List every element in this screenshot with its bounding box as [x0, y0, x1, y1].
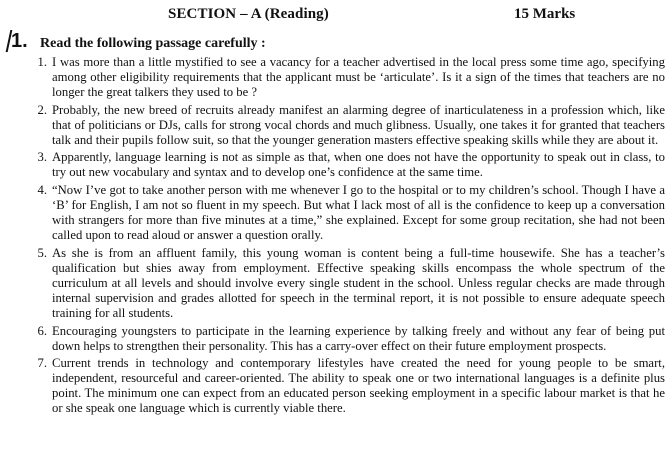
passage-paragraph-4: [25, 183, 665, 243]
paragraph-number: 6.: [37, 323, 47, 338]
passage-paragraph-5: [25, 246, 665, 321]
paragraph-number: 3.: [37, 150, 47, 165]
paragraph-text: “Now I’ve got to take another person with me whenever I go to the hospital or to my children’s school. Though I have a ‘B’ for English, I am not so fluent in my speech. But what I lack most of all is the confidence to keep up a conversation with strangers for more than five minutes at a time,” she explained. Except for some group recitation, she had not been called upon to read aloud or answer a question orally.: [52, 182, 665, 243]
passage-paragraph-1: [25, 55, 665, 100]
reading-passage: [25, 55, 665, 419]
passage-paragraph-2: [25, 103, 665, 148]
paragraph-number: 4.: [37, 182, 47, 197]
paragraph-text: I was more than a little mystified to see a vacancy for a teacher advertised in the local press some time ago, specifying among other eligibility requirements that the applicant must be ‘articulate’. Is it a sign of the times that teachers are no longer the great talkers they used to be ?: [52, 55, 665, 100]
paragraph-number: 5.: [37, 245, 47, 260]
paragraph-number: 7.: [37, 356, 47, 371]
passage-paragraph-6: [25, 324, 665, 354]
paragraph-text: Encouraging youngsters to participate in the learning experience by talking freely and without any fear of being put down helps to strengthen their personality. This has a carry-over effect on their future employment prospects.: [52, 323, 665, 353]
section-title: SECTION – A (Reading): [168, 6, 329, 22]
passage-paragraph-3: [25, 150, 665, 180]
paragraph-text: Probably, the new breed of recruits already manifest an alarming degree of inarticulateness in a profession which, like that of politicians or DJs, calls for strong vocal chords and much glibness. Usually, one takes it for granted that teachers talk and their pupils follow suit, so that the younger generation masters effective speaking skills while they are about it.: [52, 102, 665, 147]
paragraph-text: As she is from an affluent family, this young woman is content being a full-time housewife. She has a teacher’s qualification but shies away from employment. Effective speaking skills encompass the whole spectrum of the curriculum at all levels and should involve every single student in the school. Unless regular checks are made through internal supervision and grades allotted for speech in the terminal report, it is not possible to ensure adequate speech training for all students.: [52, 245, 665, 321]
marks-label: 15 Marks: [514, 6, 576, 22]
page-header: [0, 6, 669, 24]
paragraph-number: 1.: [37, 55, 47, 69]
paragraph-number: 2.: [37, 102, 47, 117]
passage-paragraph-7: [25, 356, 665, 416]
question-number: 1.: [11, 30, 28, 52]
paragraph-text: Apparently, language learning is not as simple as that, when one does not have the opportunity to speak out in class, to try out new vocabulary and syntax and to develop one’s confidence at the same time.: [52, 150, 665, 180]
paragraph-text: Current trends in technology and contemporary lifestyles have created the need for young people to be smart, independent, resourceful and career-oriented. The ability to speak one or two international languages is a definite plus point. The minimum one can expect from an educated person seeking employment in a specific labour market is that he or she speak one language which is currently viable there.: [52, 356, 665, 416]
question-instruction: Read the following passage carefully :: [40, 36, 266, 51]
